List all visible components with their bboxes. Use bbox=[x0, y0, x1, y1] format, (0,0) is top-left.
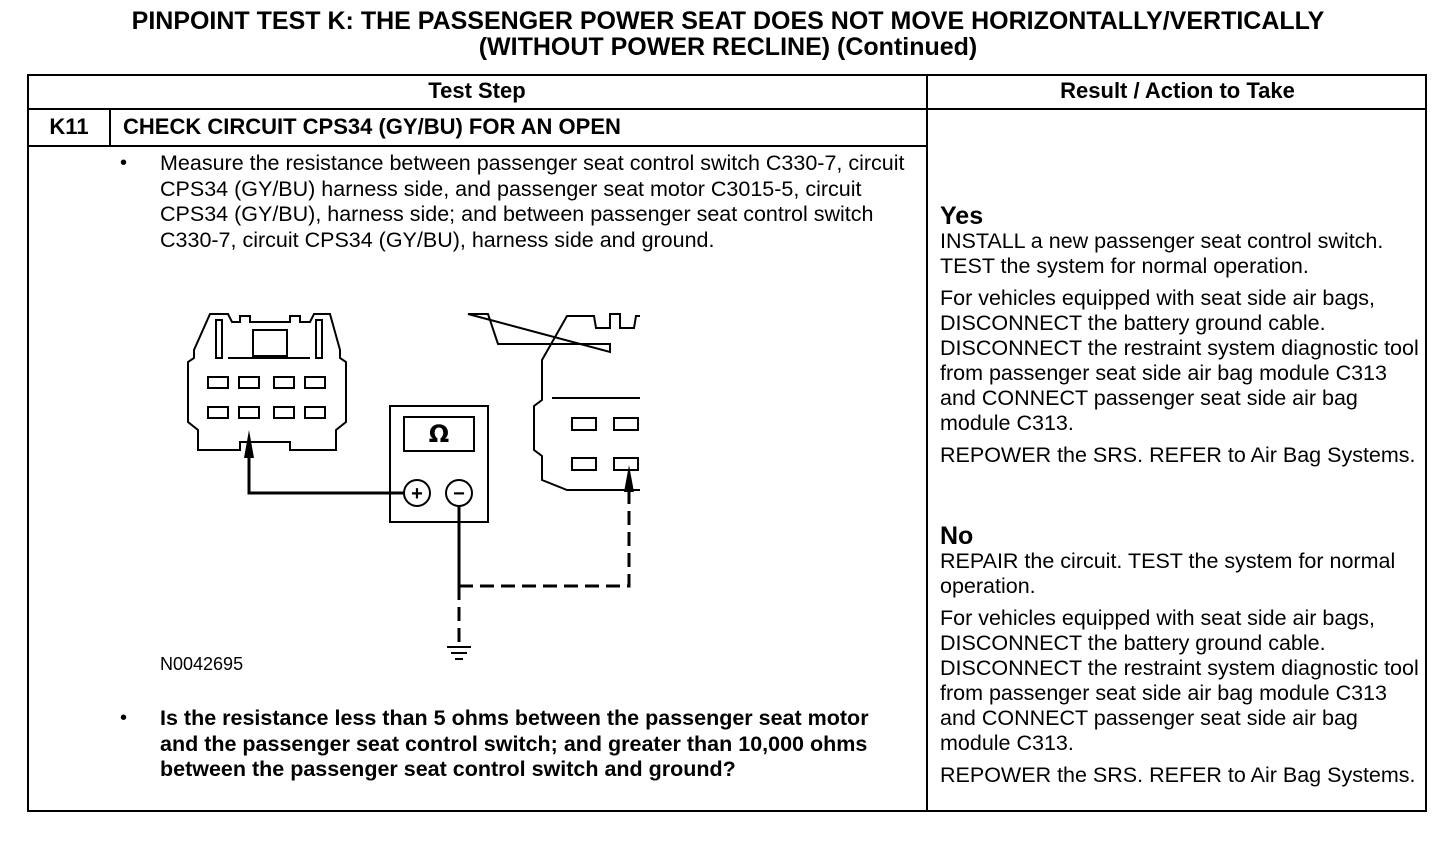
step-title-divider bbox=[27, 145, 927, 147]
yes-action-3: REPOWER the SRS. REFER to Air Bag Systems. bbox=[940, 443, 1416, 467]
result-header: Result / Action to Take bbox=[1060, 78, 1295, 103]
result-yes bbox=[940, 203, 1425, 468]
probe-leads bbox=[249, 450, 629, 645]
yes-action-1: INSTALL a new passenger seat control switch. TEST the system for normal operation. bbox=[940, 229, 1384, 278]
figure-id: N0042695 bbox=[160, 654, 244, 674]
no-action-3: REPOWER the SRS. REFER to Air Bag Systems. bbox=[940, 763, 1416, 787]
negative-terminal: − bbox=[453, 483, 465, 505]
header-divider bbox=[27, 108, 1427, 110]
step-title: CHECK CIRCUIT CPS34 (GY/BU) FOR AN OPEN bbox=[123, 114, 621, 139]
yes-label: Yes bbox=[940, 202, 984, 230]
yes-action-2: For vehicles equipped with seat side air bags, DISCONNECT the battery ground cable. DISCONNECT the restraint system diagnostic tool from passenger seat side air bag module C313 and CONNECT passenger seat side air bag module C313. bbox=[940, 286, 1419, 435]
title-line-2: (WITHOUT POWER RECLINE) (Continued) bbox=[478, 33, 978, 61]
no-action-2: For vehicles equipped with seat side air bags, DISCONNECT the battery ground cable. DISCONNECT the restraint system diagnostic tool from passenger seat side air bag module C313 and CONNECT passenger seat side air bag module C313. bbox=[940, 606, 1419, 755]
wiring-diagram bbox=[140, 300, 640, 700]
positive-lead bbox=[249, 450, 404, 493]
positive-terminal: + bbox=[411, 483, 423, 505]
title-line-1: PINPOINT TEST K: THE PASSENGER POWER SEAT DOES NOT MOVE HORIZONTALLY/VERTICALLY bbox=[131, 7, 1325, 35]
column-divider bbox=[926, 74, 928, 812]
measurement-instruction: Measure the resistance between passenger seat control switch C330-7, circuit CPS34 (GY/BU) harness side, and passenger seat motor C3015-5, circuit CPS34 (GY/BU), harness side; and between passenger seat control switch C330-7, circuit CPS34 (GY/BU), harness side and ground. bbox=[160, 151, 905, 252]
switch-connector-c330 bbox=[188, 314, 346, 450]
bullet-2: • bbox=[120, 707, 128, 729]
step-id: K11 bbox=[49, 114, 89, 139]
probe-tip-switch bbox=[244, 430, 254, 458]
no-label: No bbox=[940, 522, 974, 550]
ground-icon bbox=[447, 647, 471, 659]
page-title bbox=[0, 8, 1456, 60]
no-action-1: REPAIR the circuit. TEST the system for normal operation. bbox=[940, 549, 1396, 598]
ohm-symbol: Ω bbox=[428, 420, 450, 448]
seat-motor-connector-c3015 bbox=[468, 314, 640, 490]
motor-lead-dashed bbox=[459, 480, 629, 586]
step-id-divider bbox=[109, 108, 111, 146]
test-question: Is the resistance less than 5 ohms between the passenger seat motor and the passenger seat control switch; and greater than 10,000 ohms between the passenger seat control switch and ground? bbox=[160, 706, 869, 781]
test-step-header: Test Step bbox=[428, 78, 526, 103]
result-no bbox=[940, 523, 1425, 788]
bullet-1: • bbox=[120, 152, 128, 174]
